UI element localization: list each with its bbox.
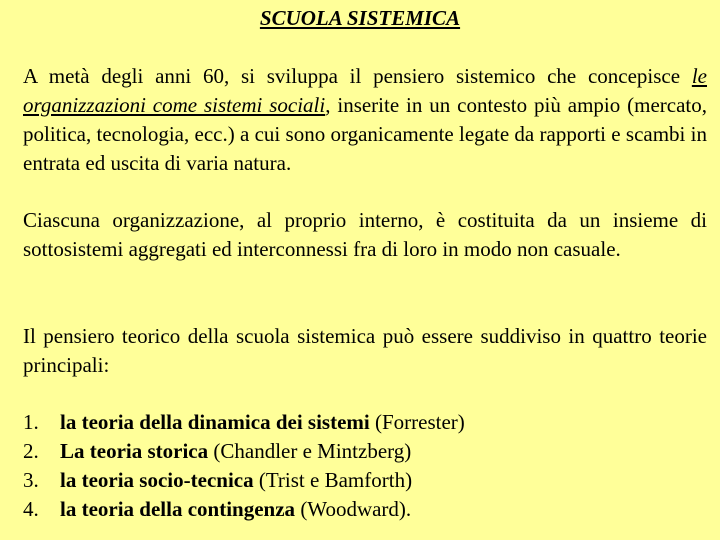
list-item [23,495,465,524]
theories-intro-paragraph: Il pensiero teorico della scuola sistemica può essere suddiviso in quattro teorie principali: [23,324,707,377]
theory-author: (Woodward). [295,497,412,521]
theory-name: la teoria della contingenza [60,497,296,521]
theory-name: la teoria socio-tecnica [60,468,254,492]
intro-paragraph [23,62,707,178]
intro-text-start: A metà degli anni 60, si sviluppa il pensiero sistemico che concepisce [23,64,692,88]
theory-author: (Chandler e Mintzberg) [208,439,412,463]
intro-text-end: , inserite in un contesto più ampio (mercato, politica, tecnologia, ecc.) a cui sono organicamente legate da rapporti e scambi in entrata ed uscita di varia natura. [23,93,707,175]
list-number: 3. [23,468,39,492]
theories-list [23,408,465,524]
subsystems-paragraph: Ciascuna organizzazione, al proprio interno, è costituita da un insieme di sottosistemi aggregati ed interconnessi fra di loro in modo non casuale. [23,208,707,261]
theory-name: La teoria storica [60,439,209,463]
list-item [23,437,465,466]
list-item [23,408,465,437]
theory-author: (Forrester) [369,410,465,434]
theory-author: (Trist e Bamforth) [253,468,413,492]
list-item [23,466,465,495]
list-number: 1. [23,410,39,434]
intro-emphasis: le organizzazioni come sistemi sociali [23,64,707,117]
list-number: 4. [23,497,39,521]
theory-name: la teoria della dinamica dei sistemi [60,410,370,434]
list-number: 2. [23,439,39,463]
slide-title: SCUOLA SISTEMICA [259,6,461,30]
